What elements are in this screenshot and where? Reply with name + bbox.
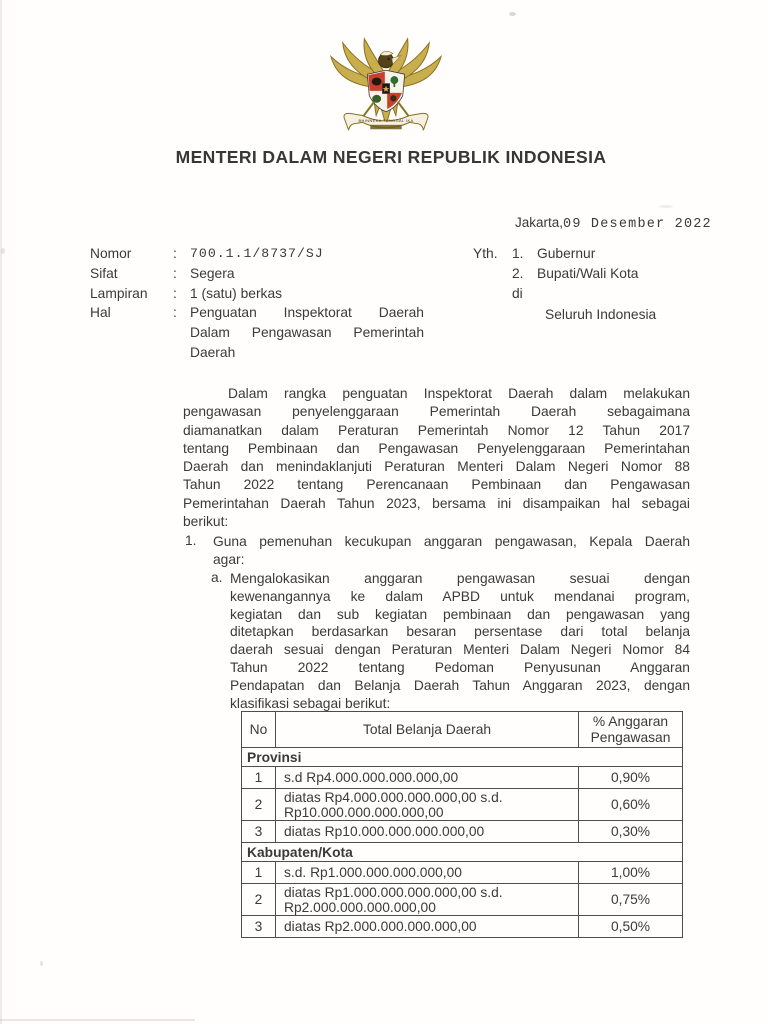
section-title-cell: Provinsi <box>242 748 683 767</box>
text-line: agar: <box>213 552 245 568</box>
cell-desc <box>276 789 579 821</box>
recipient-item <box>512 264 638 284</box>
text-line: Tahun 2022 tentang Pedoman Penyusunan Anggaran <box>230 659 690 675</box>
dateline-city: Jakarta, <box>515 215 564 230</box>
cell-pct: 0,30% <box>579 821 683 843</box>
meta-value: Segera <box>190 265 235 281</box>
table-row <box>242 767 683 789</box>
list-item-1-text <box>213 533 690 570</box>
dateline <box>515 215 712 232</box>
meta-value <box>190 303 424 362</box>
cell-pct: 0,50% <box>579 916 683 938</box>
cell-no: 2 <box>242 884 276 916</box>
cell-desc <box>276 862 579 884</box>
text-line: tentang Pembinaan dan Pengawasan Penyelenggaraan Pemerintahan <box>183 440 690 456</box>
text-line: kegiatan dan sub kegiatan pembinaan dan pengawasan yang <box>230 606 690 622</box>
ministry-name: MENTERI DALAM NEGERI <box>175 147 403 167</box>
letter-meta-block <box>90 244 424 363</box>
republic-name: REPUBLIK INDONESIA <box>407 147 607 167</box>
desc-line: diatas Rp4.000.000.000.000,00 s.d. <box>284 789 503 805</box>
header-pct-line: Pengawasan <box>590 729 671 745</box>
meta-colon: : <box>173 305 177 321</box>
cell-no: 1 <box>242 767 276 789</box>
cell-pct: 1,00% <box>579 862 683 884</box>
scan-speck <box>40 961 43 966</box>
cell-no: 3 <box>242 821 276 843</box>
cell-desc <box>276 767 579 789</box>
recipient-salutation: Yth. <box>473 246 498 261</box>
recipient-location: Seluruh Indonesia <box>545 306 657 322</box>
recipient-item-label: Gubernur <box>537 246 596 261</box>
text-line: daerah sesuai dengan Peraturan Menteri Dalam Negeri Nomor 84 <box>230 642 690 658</box>
header-cell-desc: Total Belanja Daerah <box>276 712 579 748</box>
budget-allocation-table <box>241 711 683 938</box>
text-line: Dalam rangka penguatan Inspektorat Daerah dalam melakukan <box>228 386 690 401</box>
cell-desc <box>276 821 579 843</box>
desc-line: diatas Rp10.000.000.000.000,00 <box>284 824 485 839</box>
text-line: pengawasan penyelenggaraan Pemerintah Daerah sebagaimana <box>183 404 690 420</box>
table-row <box>242 789 683 821</box>
table-header-row <box>242 712 683 748</box>
text-line: Pendapatan dan Belanja Daerah Tahun Anggaran 2023, dengan <box>230 677 690 693</box>
letterhead-title <box>0 148 768 168</box>
cell-no: 2 <box>242 789 276 821</box>
recipient-di: di <box>512 286 523 302</box>
text-line: Tahun 2022 tentang Perencanaan Pembinaan dan Pengawasan <box>183 477 690 493</box>
sub-item-a-text <box>230 570 690 712</box>
desc-line: s.d. Rp1.000.000.000.000,00 <box>284 865 462 880</box>
table-section-row <box>242 748 683 767</box>
header-cell-pct <box>579 712 683 748</box>
table-row <box>242 884 683 916</box>
dateline-date: 09 Desember 2022 <box>563 217 712 232</box>
text-line: berikut: <box>183 514 229 530</box>
desc-line: diatas Rp2.000.000.000.000,00 <box>284 919 477 934</box>
meta-label: Lampiran <box>90 285 148 301</box>
sub-item-a-letter: a. <box>211 570 223 585</box>
cell-pct: 0,90% <box>579 767 683 789</box>
header-pct-line: % Anggaran <box>592 714 669 729</box>
scan-speck <box>659 205 673 208</box>
recipient-item <box>512 244 638 264</box>
section-title-cell: Kabupaten/Kota <box>242 843 683 862</box>
text-line: Daerah <box>190 344 236 360</box>
meta-label: Hal <box>90 305 111 321</box>
cell-no: 1 <box>242 862 276 884</box>
text-line: klasifikasi sebagai berikut: <box>230 695 391 711</box>
desc-line: s.d Rp4.000.000.000.000,00 <box>284 770 459 785</box>
text-line: kewenangannya ke dalam APBD untuk mendanai program, <box>230 588 690 604</box>
desc-line: Rp2.000.000.000.000,00 <box>284 899 436 915</box>
table-section-row <box>242 843 683 862</box>
table-row <box>242 862 683 884</box>
text-line: ditetapkan berdasarkan besaran persentase dari total belanja <box>230 624 690 640</box>
meta-row <box>90 303 424 362</box>
meta-label: Sifat <box>90 265 118 281</box>
meta-value: 700.1.1/8737/SJ <box>190 246 324 261</box>
meta-row <box>90 284 424 304</box>
text-line: Guna pemenuhan kecukupan anggaran pengawasan, Kepala Daerah <box>213 534 690 549</box>
table-row <box>242 916 683 938</box>
meta-label: Nomor <box>90 246 132 261</box>
recipient-list <box>512 244 638 284</box>
scan-speck <box>509 12 516 16</box>
text-line: Dalam Pengawasan Pemerintah <box>190 325 424 341</box>
scan-edge-left <box>0 0 2 1024</box>
meta-colon: : <box>173 285 177 301</box>
meta-value: 1 (satu) berkas <box>190 285 283 301</box>
cell-pct: 0,75% <box>579 884 683 916</box>
cell-desc <box>276 884 579 916</box>
table-row <box>242 821 683 843</box>
emblem-motto-text: BHINNEKA TUNGGAL IKA <box>358 117 414 123</box>
text-line: Pemerintahan Daerah Tahun 2023, bersama ini disampaikan hal sebagai <box>183 495 690 511</box>
opening-paragraph <box>183 385 690 531</box>
recipient-item-label: Bupati/Wali Kota <box>537 266 639 282</box>
scan-edge-bottom <box>0 1019 195 1021</box>
cell-desc <box>276 916 579 938</box>
meta-colon: : <box>173 265 177 281</box>
meta-row <box>90 244 424 264</box>
text-line: Penguatan Inspektorat Daerah <box>190 305 424 321</box>
desc-line: diatas Rp1.000.000.000.000,00 s.d. <box>284 884 503 900</box>
text-line: Mengalokasikan anggaran pengawasan sesuai dengan <box>230 571 690 586</box>
list-item-1-number: 1. <box>185 533 197 548</box>
desc-line: Rp10.000.000.000.000,00 <box>284 804 444 820</box>
cell-pct: 0,60% <box>579 789 683 821</box>
scan-speck <box>1 248 5 254</box>
text-line: diamanatkan dalam Peraturan Pemerintah Nomor 12 Tahun 2017 <box>183 422 690 438</box>
meta-colon: : <box>173 246 177 261</box>
recipient-item-number: 2. <box>512 266 524 282</box>
garuda-pancasila-emblem <box>327 36 445 136</box>
recipient-block <box>473 244 656 325</box>
cell-no: 3 <box>242 916 276 938</box>
header-cell-no: No <box>242 712 276 748</box>
meta-row <box>90 264 424 284</box>
text-line: Daerah dan menindaklanjuti Peraturan Menteri Dalam Negeri Nomor 88 <box>183 459 690 475</box>
recipient-item-number: 1. <box>512 246 524 261</box>
